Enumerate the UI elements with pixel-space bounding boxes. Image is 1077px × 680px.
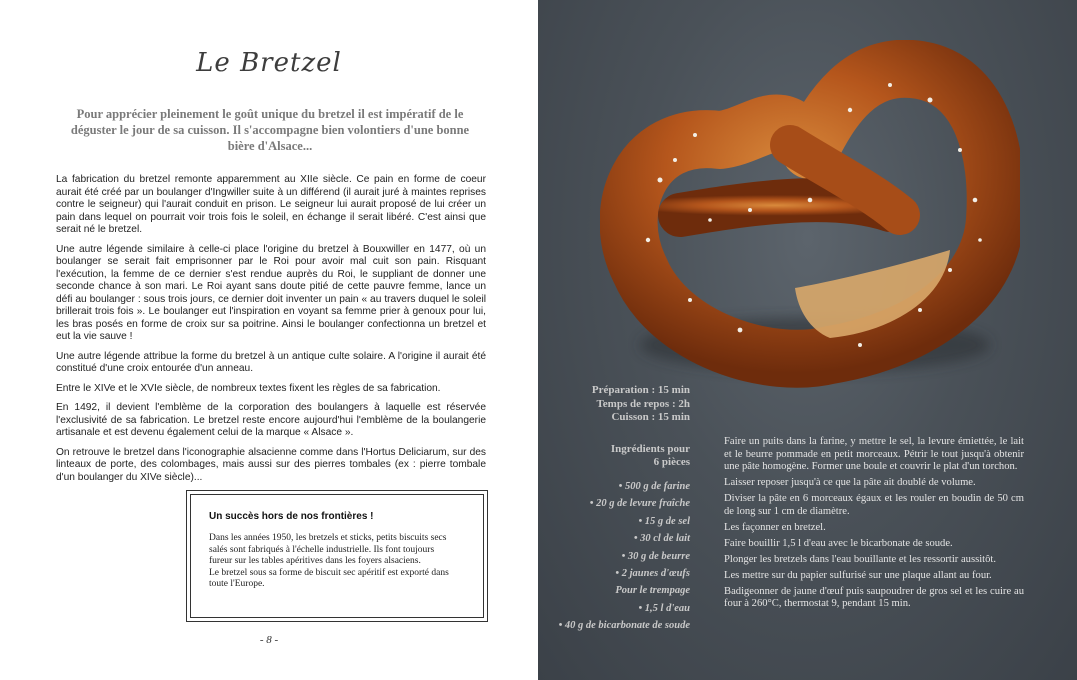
paragraph: En 1492, il devient l'emblème de la corporation des boulangers à laquelle est réservée l'exclusivité de sa fabrication. Le bretzel reste encore aujourd'hui l'emblème de la boulangerie artisanale et est devenu également celui de la marque « Alsace ». (56, 402, 486, 438)
ingredients-heading-line: Ingrédients pour (610, 443, 690, 455)
cook-time: Cuisson : 15 min (611, 411, 690, 423)
paragraph: Entre le XIVe et le XVIe siècle, de nombreux textes fixent les règles de sa fabrication. (56, 382, 441, 394)
recipe-step: Plonger les bretzels dans l'eau bouillante et les ressortir aussitôt. (724, 553, 996, 565)
ingredient-item: • 20 g de levure fraîche (589, 498, 690, 510)
ingredient-item: • 40 g de bicarbonate de soude (558, 620, 690, 632)
ingredient-item: • 500 g de farine (618, 481, 690, 492)
ingredients-list (520, 478, 690, 635)
recipe-step: Les mettre sur du papier sulfurisé sur une plaque allant au four. (724, 569, 992, 581)
ingredient-item: • 30 g de beurre (621, 550, 690, 562)
info-box-line: salés sont fabriqués à l'échelle industrielle. Ils font toujours (209, 544, 435, 555)
info-box-line: Dans les années 1950, les bretzels et sticks, petits biscuits secs (209, 533, 447, 543)
ingredient-item: • 15 g de sel (638, 515, 690, 527)
pretzel-image (600, 40, 1020, 400)
recipe-step: Badigeonner de jaune d'œuf puis saupoudrer de gros sel et les cuire au four à 260°C, thermostat 9, pendant 15 min. (724, 585, 1024, 609)
ingredient-item: • 2 jaunes d'œufs (615, 568, 690, 580)
recipe-step: Diviser la pâte en 6 morceaux égaux et les rouler en boudin de 50 cm de long sur 1 cm de diamètre. (724, 493, 1024, 517)
paragraph: La fabrication du bretzel remonte apparemment au XIIe siècle. Ce pain en forme de coeur aurait été créé par un boulanger d'Ingwiller suite à un différend (il aurait juré à maintes reprises contre le seigneur) qui l'aurait conduit en prison. Le seigneur lui aurait proposé de lui créer un pain dans lequel on pourrait voir trois fois le soleil, en échange il serait libéré. C'est ainsi que serait né le bretzel. (56, 174, 486, 235)
intro-text: Pour apprécier pleinement le goût unique du bretzel il est impératif de le déguster le jour de sa cuisson. Il s'accompagne bien volontiers d'une bonne bière d'Alsace... (70, 107, 470, 153)
info-box-text (209, 533, 459, 591)
info-box-line: Le bretzel sous sa forme de biscuit sec apéritif est exporté dans (209, 567, 449, 578)
ingredient-subheading: Pour le trempage (615, 585, 690, 597)
info-box-line: fureur sur les tables apéritives dans les foyers alsaciens. (209, 556, 421, 566)
recipe-step: Laisser reposer jusqu'à ce que la pâte ait doublé de volume. (724, 477, 976, 488)
history-text (56, 174, 486, 491)
page-title: Le Bretzel (196, 48, 342, 78)
page-number: - 8 - (259, 634, 279, 646)
paragraph: Une autre légende attribue la forme du bretzel à un antique culte solaire. A l'origine il aurait été constitué d'une croix entourée d'un anneau. (56, 350, 486, 374)
ingredient-item: • 1,5 l d'eau (638, 602, 690, 614)
ingredients-heading-line: 6 pièces (653, 456, 690, 468)
recipe-step: Faire bouillir 1,5 l d'eau avec le bicarbonate de soude. (724, 537, 953, 549)
info-box-title: Un succès hors de nos frontières ! (209, 511, 374, 522)
paragraph: Une autre légende similaire à celle-ci place l'origine du bretzel à Bouxwiller en 1477, où un boulanger se serait fait emprisonner par le Roi pour avoir mal cuit son pain. Risquant l'exécution, la femme de ce dernier s'est rendue auprès du Roi, le suppliant de donner une seconde chance à son mari. Le Roi ayant sans doute pitié de cette pauvre femme, lance un défi au boulanger : sous trois jours, ce dernier doit inventer un pain « au travers duquel le soleil brillerait trois fois ». Le boulanger eut l'inspiration en voyant sa femme prier à genoux pour lui, les bras posés en forme de croix sur sa poitrine. Ainsi le boulanger confectionna un bretzel et eut la vie sauve ! (56, 243, 486, 342)
recipe-step: Faire un puits dans la farine, y mettre le sel, la levure émiettée, le lait et le beurre pommade en petit morceaux. Pétrir le tout jusqu'à obtenir une pâte homogène. Former une boule et couvrir le plat d'un torchon. (724, 436, 1024, 472)
ingredient-item: • 30 cl de lait (633, 533, 690, 545)
paragraph: On retrouve le bretzel dans l'iconographie alsacienne comme dans l'Hortus Deliciarum, sur des linteaux de porte, des colombages, mais aussi sur des pierres tombales (ex : pierre tombale d'un boulanger du XIVe siècle)... (56, 446, 486, 483)
info-box (186, 490, 488, 622)
recipe-times (560, 384, 690, 425)
left-page (0, 0, 538, 680)
rest-time: Temps de repos : 2h (596, 397, 690, 410)
ingredients-heading (560, 443, 690, 469)
info-box-line: toute l'Europe. (209, 579, 265, 589)
recipe-step: Les façonner en bretzel. (724, 521, 826, 533)
prep-time: Préparation : 15 min (591, 384, 690, 396)
recipe-steps (724, 436, 1024, 614)
